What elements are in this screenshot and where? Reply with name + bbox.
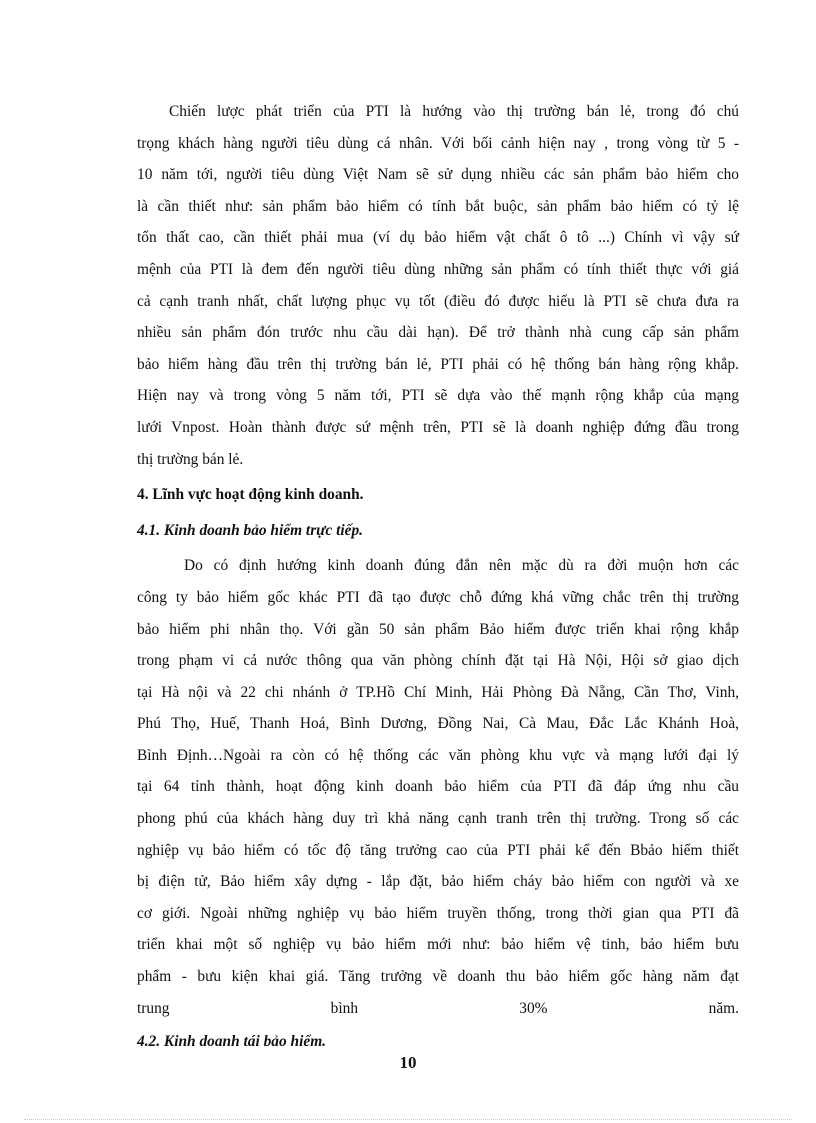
paragraph-line: là cần thiết như: sản phẩm bảo hiểm có tính bắt buộc, sản phẩm bảo hiểm có tỷ lệ	[137, 197, 739, 215]
paragraph-line: phong phú của khách hàng duy trì khả năng cạnh tranh trên thị trường. Trong số các	[137, 810, 739, 828]
paragraph-line: trọng khách hàng người tiêu dùng cá nhân. Với bối cảnh hiện nay , trong vòng từ 5 -	[137, 134, 739, 152]
paragraph-direct-insurance	[137, 550, 739, 1024]
paragraph-line: công ty bảo hiểm gốc khác PTI đã tạo được chỗ đứng khá vững chắc trên thị trường	[137, 588, 739, 606]
page-number: 10	[399, 1053, 417, 1072]
paragraph-line: lưới Vnpost. Hoàn thành được sứ mệnh trên, PTI sẽ là doanh nghiệp đứng đầu trong	[137, 418, 739, 436]
paragraph-line: mệnh của PTI là đem đến người tiêu dùng những sản phẩm có tính thiết thực với giá	[137, 260, 739, 278]
paragraph-line: Bình Định…Ngoài ra còn có hệ thống các văn phòng khu vực và mạng lưới đại lý	[137, 746, 739, 764]
section-heading-4: 4. Lĩnh vực hoạt động kinh doanh.	[137, 486, 364, 504]
paragraph-line: tổn thất cao, cần thiết phải mua (ví dụ bảo hiểm vật chất ô tô ...) Chính vì vậy sứ	[137, 229, 739, 247]
page-content	[137, 96, 739, 1062]
page-bottom-border	[24, 1119, 792, 1120]
section-heading-4-2: 4.2. Kinh doanh tái bảo hiểm.	[137, 1033, 327, 1051]
paragraph-line: Chiến lược phát triển của PTI là hướng vào thị trường bán lẻ, trong đó chú	[169, 103, 739, 120]
paragraph-line: trung bình 30% năm.	[137, 999, 739, 1017]
paragraph-line: bị điện tử, Bảo hiểm xây dựng - lắp đặt, bảo hiểm cháy bảo hiểm con người và xe	[137, 873, 739, 891]
paragraph-line: thị trường bán lẻ.	[137, 450, 244, 468]
paragraph-line: phẩm - bưu kiện khai giá. Tăng trưởng về doanh thu bảo hiểm gốc hàng năm đạt	[137, 968, 739, 986]
paragraph-line: cơ giới. Ngoài những nghiệp vụ bảo hiểm truyền thống, trong thời gian qua PTI đã	[137, 904, 739, 922]
paragraph-line: cả cạnh tranh nhất, chất lượng phục vụ tốt (điều đó được hiểu là PTI sẽ chưa đưa ra	[137, 292, 739, 310]
paragraph-line: nhiều sản phẩm đón trước nhu cầu dài hạn). Để trở thành nhà cung cấp sản phẩm	[137, 324, 739, 342]
paragraph-line: Phú Thọ, Huế, Thanh Hoá, Bình Dương, Đồng Nai, Cà Mau, Đắc Lắc Khánh Hoà,	[137, 715, 739, 733]
paragraph-line: Hiện nay và trong vòng 5 năm tới, PTI sẽ dựa vào thế mạnh rộng khắp của mạng	[137, 387, 739, 405]
paragraph-line: Do có định hướng kinh doanh đúng đắn nên mặc dù ra đời muộn hơn các	[184, 557, 739, 575]
section-heading-4-1: 4.1. Kinh doanh bảo hiểm trực tiếp.	[137, 521, 364, 539]
paragraph-line: tại 64 tỉnh thành, hoạt động kinh doanh bảo hiểm của PTI đã đáp ứng nhu cầu	[137, 778, 739, 796]
paragraph-line: tại Hà nội và 22 chi nhánh ở TP.Hồ Chí Minh, Hải Phòng Đà Nẵng, Cần Thơ, Vinh,	[137, 683, 739, 701]
paragraph-line: triển khai một số nghiệp vụ bảo hiểm mới như: bảo hiểm vệ tinh, bảo hiểm bưu	[137, 936, 739, 954]
paragraph-line: trong phạm vi cả nước thông qua văn phòng chính đặt tại Hà Nội, Hội sở giao dịch	[137, 652, 739, 670]
paragraph-line: bảo hiểm phi nhân thọ. Với gần 50 sản phẩm Bảo hiểm được triển khai rộng khắp	[137, 620, 739, 638]
paragraph-line: nghiệp vụ bảo hiểm có tốc độ tăng trưởng cao của PTI phải kể đến Bbảo hiểm thiết	[137, 841, 739, 859]
paragraph-line: 10 năm tới, người tiêu dùng Việt Nam sẽ sử dụng nhiều các sản phẩm bảo hiểm cho	[137, 166, 739, 184]
paragraph-line: bảo hiểm hàng đầu trên thị trường bán lẻ, PTI phải có hệ thống bán hàng rộng khắp.	[137, 355, 739, 373]
paragraph-strategy	[137, 96, 739, 475]
